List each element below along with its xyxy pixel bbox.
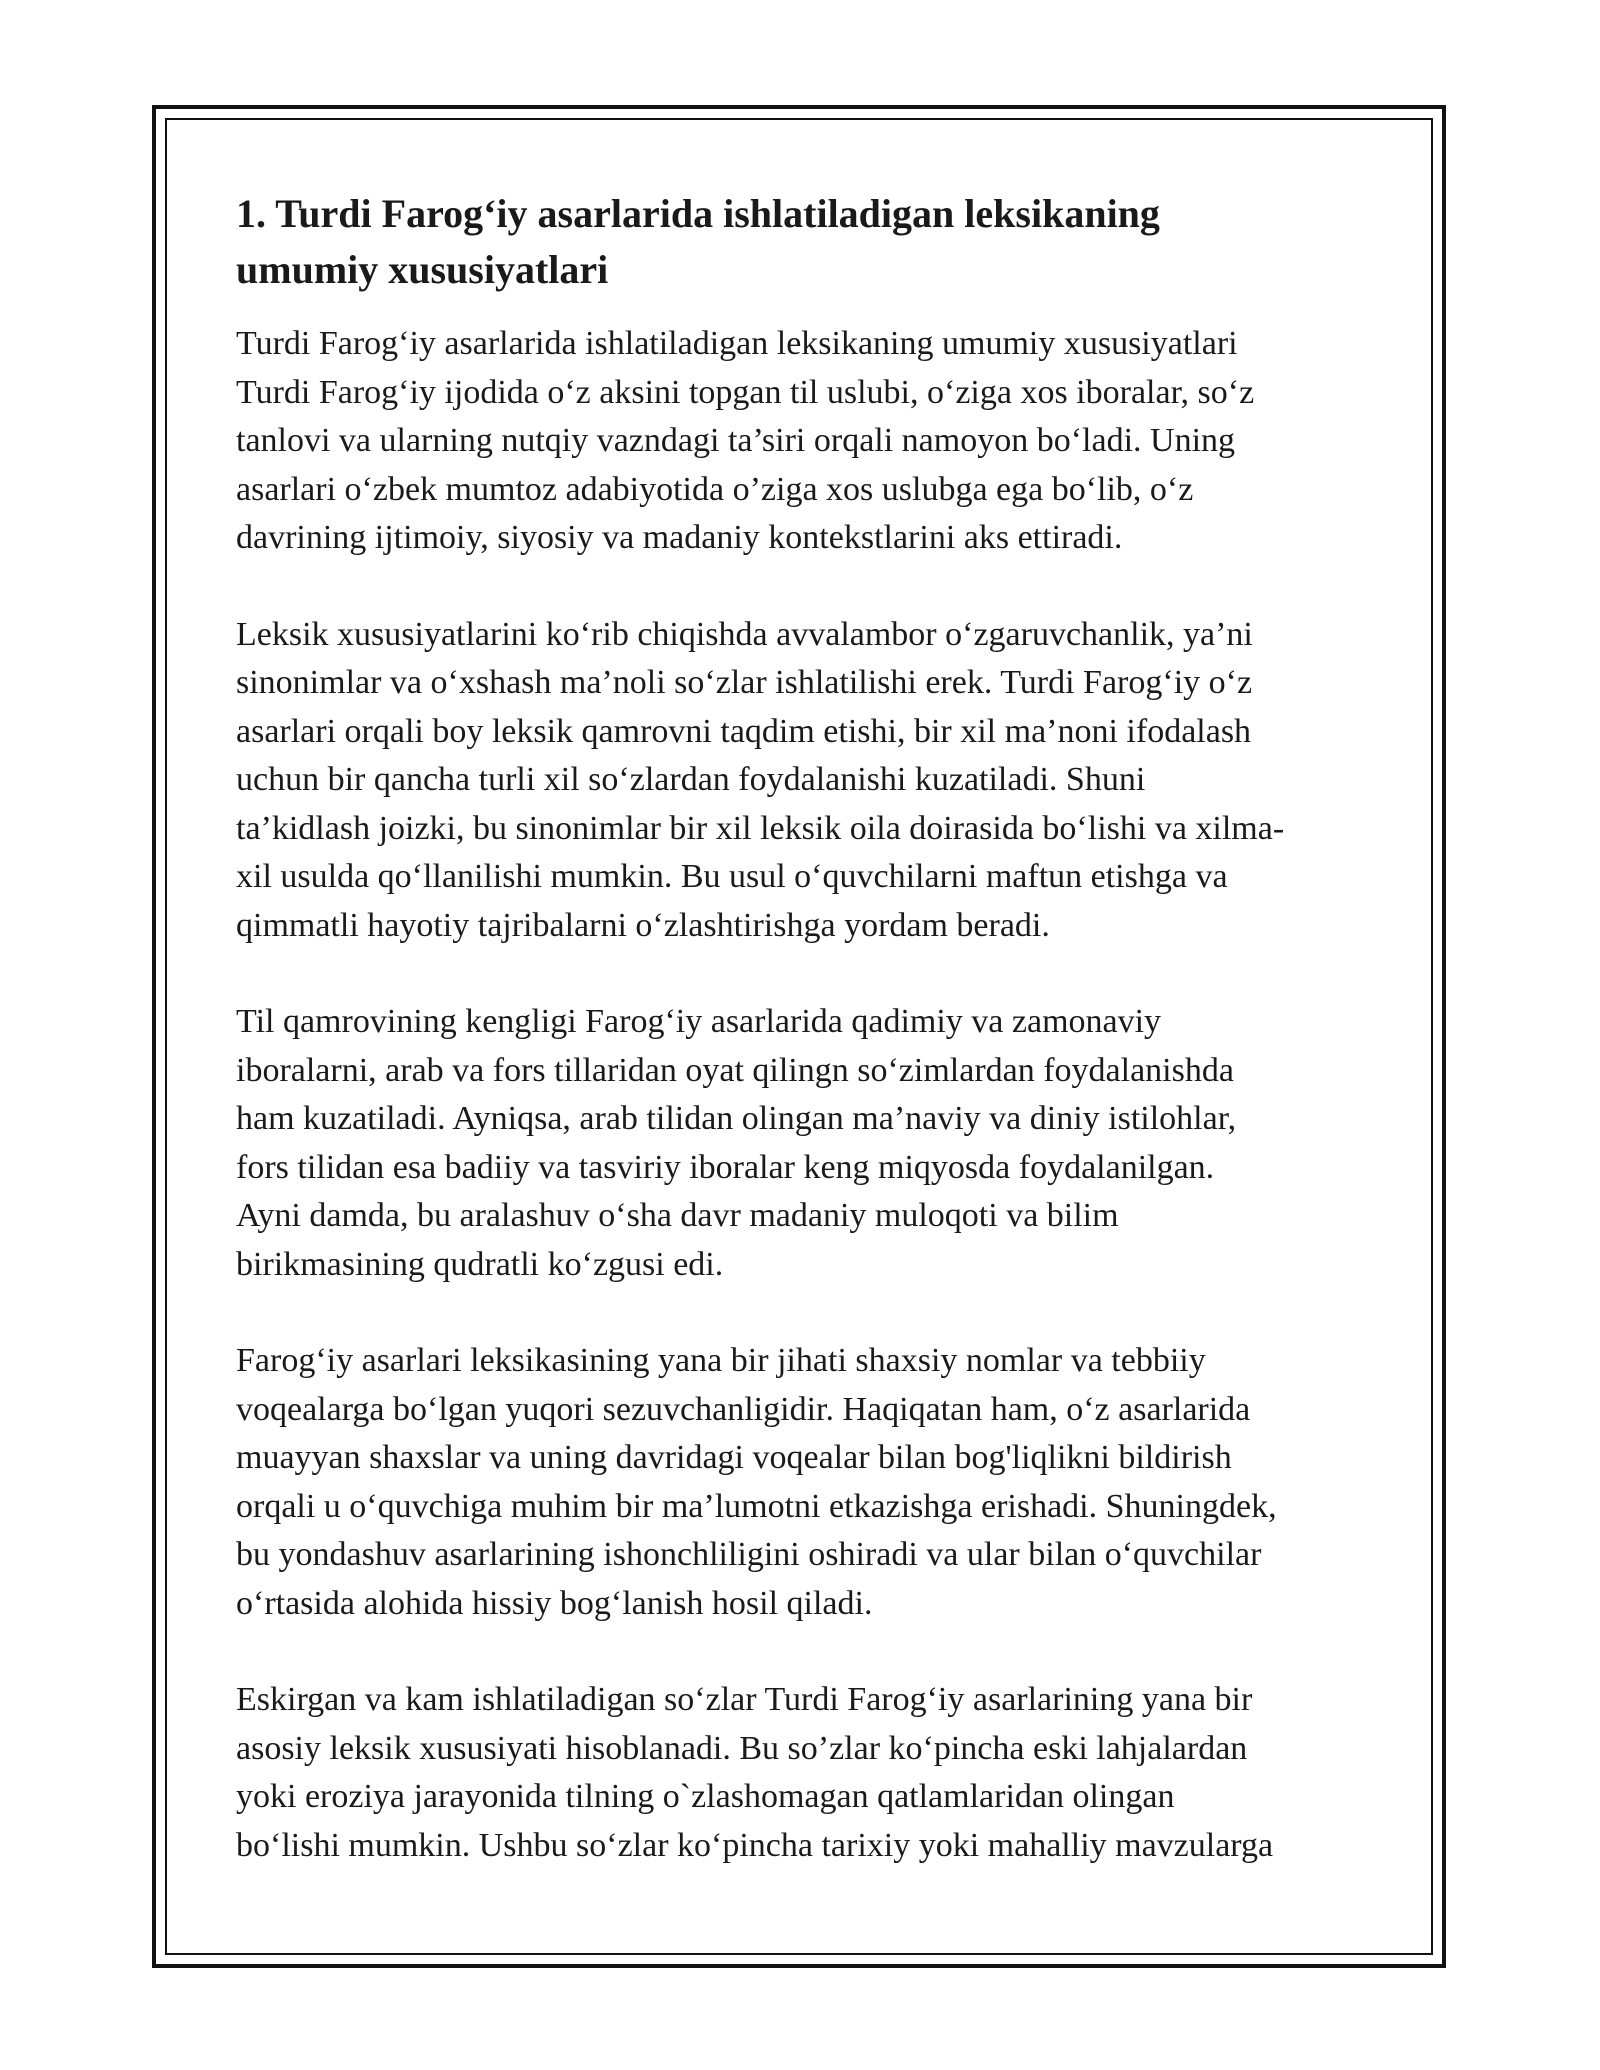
text-line: Leksik xususiyatlarini ko‘rib chiqishda avvalambor o‘zgaruvchanlik, ya’ni [236, 615, 1253, 653]
text-line: birikmasining qudratli ko‘zgusi edi. [236, 1245, 724, 1283]
paragraph-4 [236, 1337, 1386, 1628]
text-line: xil usulda qo‘llanilishi mumkin. Bu usul o‘quvchilarni maftun etishga va [236, 858, 1228, 895]
text-line: ham kuzatiladi. Ayniqsa, arab tilidan olingan ma’naviy va diniy istilohlar, [236, 1100, 1237, 1137]
text-line: sinonimlar va o‘xshash ma’noli so‘zlar ishlatilishi erek. Turdi Farog‘iy o‘z [236, 664, 1253, 701]
paragraph-2 [236, 611, 1386, 951]
text-line: Turdi Farog‘iy asarlarida ishlatiladigan leksikaning umumiy xususiyatlari [236, 325, 1238, 362]
text-line: fors tilidan esa badiiy va tasviriy iboralar keng miqyosda foydalanilgan. [236, 1148, 1215, 1186]
text-line: davrining ijtimoiy, siyosiy va madaniy kontekstlarini aks ettiradi. [236, 519, 1123, 556]
text-line: uchun bir qancha turli xil so‘zlardan foydalanishi kuzatiladi. Shuni [236, 761, 1146, 798]
paragraph-1 [236, 320, 1386, 563]
text-line: asarlari orqali boy leksik qamrovni taqdim etishi, bir xil ma’noni ifodalash [236, 712, 1252, 750]
text-line: Til qamrovining kengligi Farog‘iy asarlarida qadimiy va zamonaviy [236, 1003, 1162, 1040]
text-line: voqealarga bo‘lgan yuqori sezuvchanligidir. Haqiqatan ham, o‘z asarlarida [236, 1390, 1251, 1428]
text-line: muayyan shaxslar va uning davridagi voqealar bilan bog'liqlikni bildirish [236, 1439, 1232, 1476]
heading-line: umumiy xususiyatlari [236, 247, 609, 292]
text-line: Eskirgan va kam ishlatiladigan so‘zlar Turdi Farog‘iy asarlarining yana bir [236, 1681, 1253, 1718]
text-line: Ayni damda, bu aralashuv o‘sha davr madaniy muloqoti va bilim [236, 1197, 1119, 1234]
text-line: o‘rtasida alohida hissiy bog‘lanish hosil qiladi. [236, 1584, 873, 1622]
text-line: asarlari o‘zbek mumtoz adabiyotida o’ziga xos uslubga ega bo‘lib, o‘z [236, 470, 1194, 508]
text-line: tanlovi va ularning nutqiy vazndagi ta’siri orqali namoyon bo‘ladi. Uning [236, 422, 1236, 459]
paragraph-5 [236, 1676, 1386, 1870]
text-line: yoki eroziya jarayonida tilning o`zlashomagan qatlamlaridan olingan [236, 1778, 1175, 1815]
heading-line: 1. Turdi Farog‘iy asarlarida ishlatiladigan leksikaning [236, 191, 1160, 236]
text-line: iboralarni, arab va fors tillaridan oyat qilingn so‘zimlardan foydalanishda [236, 1051, 1234, 1089]
text-line: ta’kidlash joizki, bu sinonimlar bir xil leksik oila doirasida bo‘lishi va xilma- [236, 809, 1285, 847]
document-body [236, 186, 1386, 1918]
text-line: bo‘lishi mumkin. Ushbu so‘zlar ko‘pincha tarixiy yoki mahalliy mavzularga [236, 1826, 1274, 1864]
paragraph-3 [236, 998, 1386, 1289]
text-line: bu yondashuv asarlarining ishonchliligini oshiradi va ular bilan o‘quvchilar [236, 1536, 1262, 1573]
text-line: asosiy leksik xususiyati hisoblanadi. Bu so’zlar ko‘pincha eski lahjalardan [236, 1729, 1248, 1767]
text-line: orqali u o‘quvchiga muhim bir ma’lumotni etkazishga erishadi. Shuningdek, [236, 1487, 1277, 1525]
text-line: Farog‘iy asarlari leksikasining yana bir jihati shaxsiy nomlar va tebbiiy [236, 1342, 1206, 1379]
text-line: Turdi Farog‘iy ijodida o‘z aksini topgan til uslubi, o‘ziga xos iboralar, so‘z [236, 373, 1255, 411]
section-heading [236, 186, 1386, 298]
text-line: qimmatli hayotiy tajribalarni o‘zlashtirishga yordam beradi. [236, 906, 1050, 944]
